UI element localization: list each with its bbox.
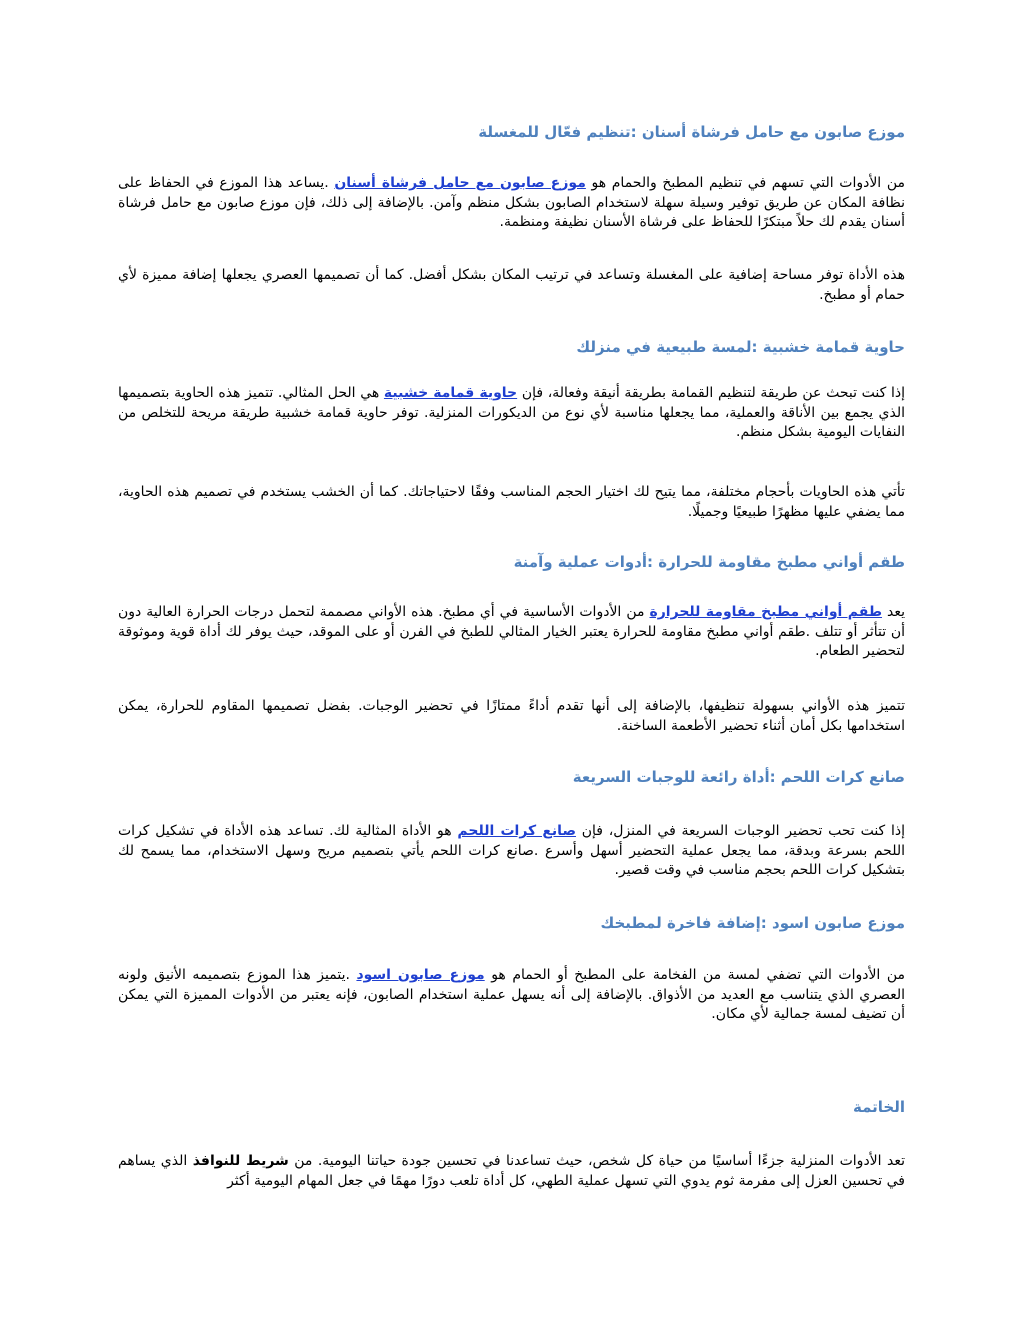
paragraph-text: تعد الأدوات المنزلية جزءًا أساسيًا من حياة كل شخص، حيث تساعدنا في تحسين جودة حياتنا اليومية. من bbox=[288, 1153, 905, 1169]
section-paragraph bbox=[118, 384, 905, 443]
section-heading-black-soap-dispenser: موزع صابون اسود :إضافة فاخرة لمطبخك bbox=[600, 914, 905, 932]
paragraph-text: هو الأداة المثالية لك. تساعد هذه الأداة في تشكيل كرات اللحم بسرعة وبدقة، مما يجعل عملية التحضير أسهل وأسرع .صانع كرات اللحم يأتي بتصميم مريح وسهل الاستخدام، مما يسمح لك بتشكيل كرات اللحم بحجم مناسب في وقت قصير. bbox=[118, 823, 905, 878]
section-paragraph: تأتي هذه الحاويات بأحجام مختلفة، مما يتيح لك اختيار الحجم المناسب وفقًا لاحتياجاتك. كما أن الخشب يستخدم في تصميم هذه الحاوية، مما يضفي عليها مظهرًا طبيعيًا وجميلًا. bbox=[118, 484, 905, 520]
paragraph-text: الذي يساهم في تحسين العزل إلى مفرمة ثوم يدوي التي تسهل عملية الطهي، كل أداة تلعب دورًا مهمًا في جعل المهام اليومية أكثر bbox=[118, 1153, 905, 1189]
bold-keyword-window-strip: شريط للنوافذ bbox=[192, 1153, 289, 1169]
section-paragraph bbox=[118, 822, 905, 881]
link-soap-dispenser-toothbrush[interactable]: موزع صابون مع حامل فرشاة أسنان bbox=[334, 175, 586, 191]
section-heading-soap-dispenser-toothbrush: موزع صابون مع حامل فرشاة أسنان :تنظيم فعّال للمغسلة bbox=[478, 123, 905, 141]
link-heat-resistant-cookware[interactable]: طقم أواني مطبخ مقاومة للحرارة bbox=[649, 604, 883, 620]
section-paragraph bbox=[118, 174, 905, 233]
paragraph-text: من الأدوات الأساسية في أي مطبخ. هذه الأواني مصممة لتحمل درجات الحرارة العالية دون أن تتأثر أو تتلف .طقم أواني مطبخ مقاومة للحرارة يعتبر الخيار المثالي للطبخ في الفرن أو على الموقد، حيث يوفر لك أداة قوية وموثوقة لتحضير الطعام. bbox=[118, 604, 905, 659]
section-heading-meatball-maker: صانع كرات اللحم :أداة رائعة للوجبات السريعة bbox=[572, 768, 905, 786]
paragraph-text: هي الحل المثالي. تتميز هذه الحاوية بتصميمها الذي يجمع بين الأناقة والعملية، مما يجعلها مناسبة لأي نوع من الديكورات المنزلية. توفر حاوية قمامة خشبية طريقة مريحة للتخلص من النفايات اليومية بشكل منظم. bbox=[118, 385, 905, 440]
conclusion-paragraph bbox=[118, 1152, 905, 1191]
paragraph-text: يعد bbox=[882, 604, 906, 620]
conclusion-heading: الخاتمة bbox=[852, 1098, 905, 1116]
paragraph-text: من الأدوات التي تضفي لمسة من الفخامة على المطبخ أو الحمام هو bbox=[484, 967, 905, 983]
paragraph-text: من الأدوات التي تسهم في تنظيم المطبخ والحمام هو bbox=[585, 175, 905, 191]
link-black-soap-dispenser[interactable]: موزع صابون اسود bbox=[356, 967, 485, 983]
section-paragraph: هذه الأداة توفر مساحة إضافية على المغسلة وتساعد في ترتيب المكان بشكل أفضل. كما أن تصميمها العصري يجعلها إضافة مميزة لأي حمام أو مطبخ. bbox=[118, 267, 905, 303]
paragraph-text: إذا كنت تبحث عن طريقة لتنظيم القمامة بطريقة أنيقة وفعالة، فإن bbox=[517, 385, 905, 401]
link-meatball-maker[interactable]: صانع كرات اللحم bbox=[457, 823, 576, 839]
paragraph-text: .يتميز هذا الموزع بتصميمه الأنيق ولونه العصري الذي يتناسب مع العديد من الأذواق. بالإضافة إلى أنه يسهل عملية استخدام الصابون، فإنه يعتبر من الأدوات المميزة التي يمكن أن تضيف لمسة جمالية لأي مكان. bbox=[118, 967, 905, 1022]
paragraph-text: .يساعد هذا الموزع في الحفاظ على نظافة المكان عن طريق توفير وسيلة سهلة لاستخدام الصابون بشكل منظم وآمن. بالإضافة إلى ذلك، فإن موزع صابون مع حامل فرشاة أسنان يقدم لك حلاً مبتكرًا للحفاظ على فرشاة الأسنان نظيفة ومنظمة. bbox=[118, 175, 905, 230]
paragraph-text: إذا كنت تحب تحضير الوجبات السريعة في المنزل، فإن bbox=[575, 823, 905, 839]
link-wooden-trash-bin[interactable]: حاوية قمامة خشبية bbox=[383, 385, 518, 401]
section-paragraph: تتميز هذه الأواني بسهولة تنظيفها، بالإضافة إلى أنها تقدم أداءً ممتازًا في تحضير الوجبات. بفضل تصميمها المقاوم للحرارة، يمكن استخدامها بكل أمان أثناء تحضير الأطعمة الساخنة. bbox=[118, 698, 905, 734]
section-paragraph bbox=[118, 966, 905, 1025]
section-paragraph bbox=[118, 603, 905, 662]
section-heading-wooden-trash-bin: حاوية قمامة خشبية :لمسة طبيعية في منزلك bbox=[576, 338, 905, 356]
section-heading-heat-resistant-cookware: طقم أواني مطبخ مقاومة للحرارة :أدوات عملية وآمنة bbox=[513, 553, 905, 571]
